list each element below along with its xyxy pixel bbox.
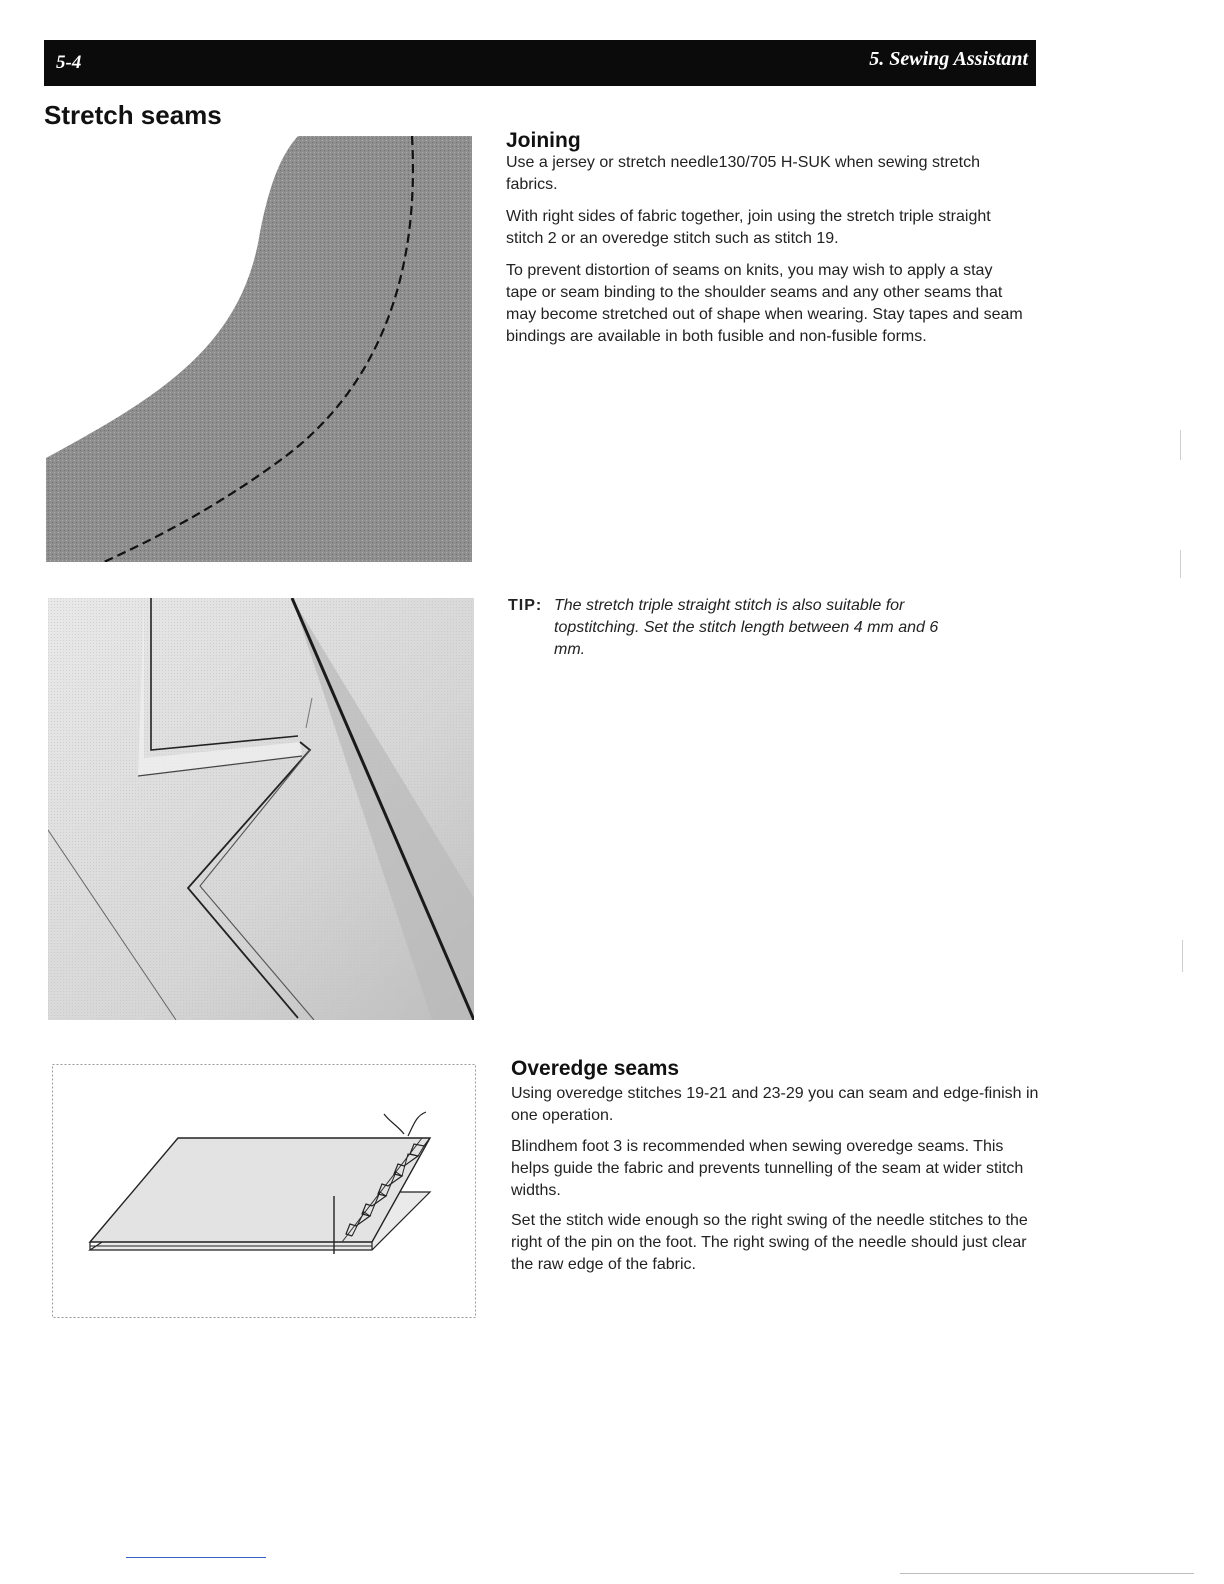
joining-paragraph: To prevent distortion of seams on knits, you may wish to apply a stay tape or seam binding to the shoulder seams and any other seams that may become stretched out of shape when wearing. Stay tapes and seam bindings are available in both fusible and non-fusible forms. <box>506 262 1023 345</box>
margin-mark <box>1182 940 1183 972</box>
overedge-heading: Overedge seams <box>511 1057 680 1080</box>
overedge-paragraph: Using overedge stitches 19-21 and 23-29 you can seam and edge-finish in one operation. <box>511 1085 1039 1124</box>
joining-paragraph: Use a jersey or stretch needle130/705 H-SUK when sewing stretch fabrics. <box>506 154 981 193</box>
margin-mark <box>1180 550 1181 578</box>
topstitch-illustration <box>48 598 474 1020</box>
page-title: Stretch seams <box>44 100 222 130</box>
footer-rule <box>900 1573 1194 1574</box>
page-number: 5-4 <box>56 52 82 73</box>
chapter-title: 5. Sewing Assistant <box>869 48 1028 70</box>
tip-text: The stretch triple straight stitch is also suitable for topstitching. Set the stitch length between 4 mm and 6 mm. <box>554 597 939 658</box>
tip-label: TIP: <box>508 597 543 614</box>
joining-illustration <box>46 136 472 562</box>
footer-line <box>126 1557 266 1558</box>
margin-mark <box>1180 430 1181 460</box>
overedge-paragraph: Set the stitch wide enough so the right swing of the needle stitches to the right of the pin on the foot. The right swing of the needle should just clear the raw edge of the fabric. <box>511 1212 1028 1273</box>
overedge-paragraph: Blindhem foot 3 is recommended when sewing overedge seams. This helps guide the fabric and prevents tunnelling of the seam at wider stitch widths. <box>511 1138 1024 1199</box>
joining-paragraph: With right sides of fabric together, join using the stretch triple straight stitch 2 or an overedge stitch such as stitch 19. <box>506 208 991 247</box>
header-bar <box>44 40 1036 86</box>
joining-heading: Joining <box>506 129 581 152</box>
overedge-diagram <box>52 1064 476 1318</box>
